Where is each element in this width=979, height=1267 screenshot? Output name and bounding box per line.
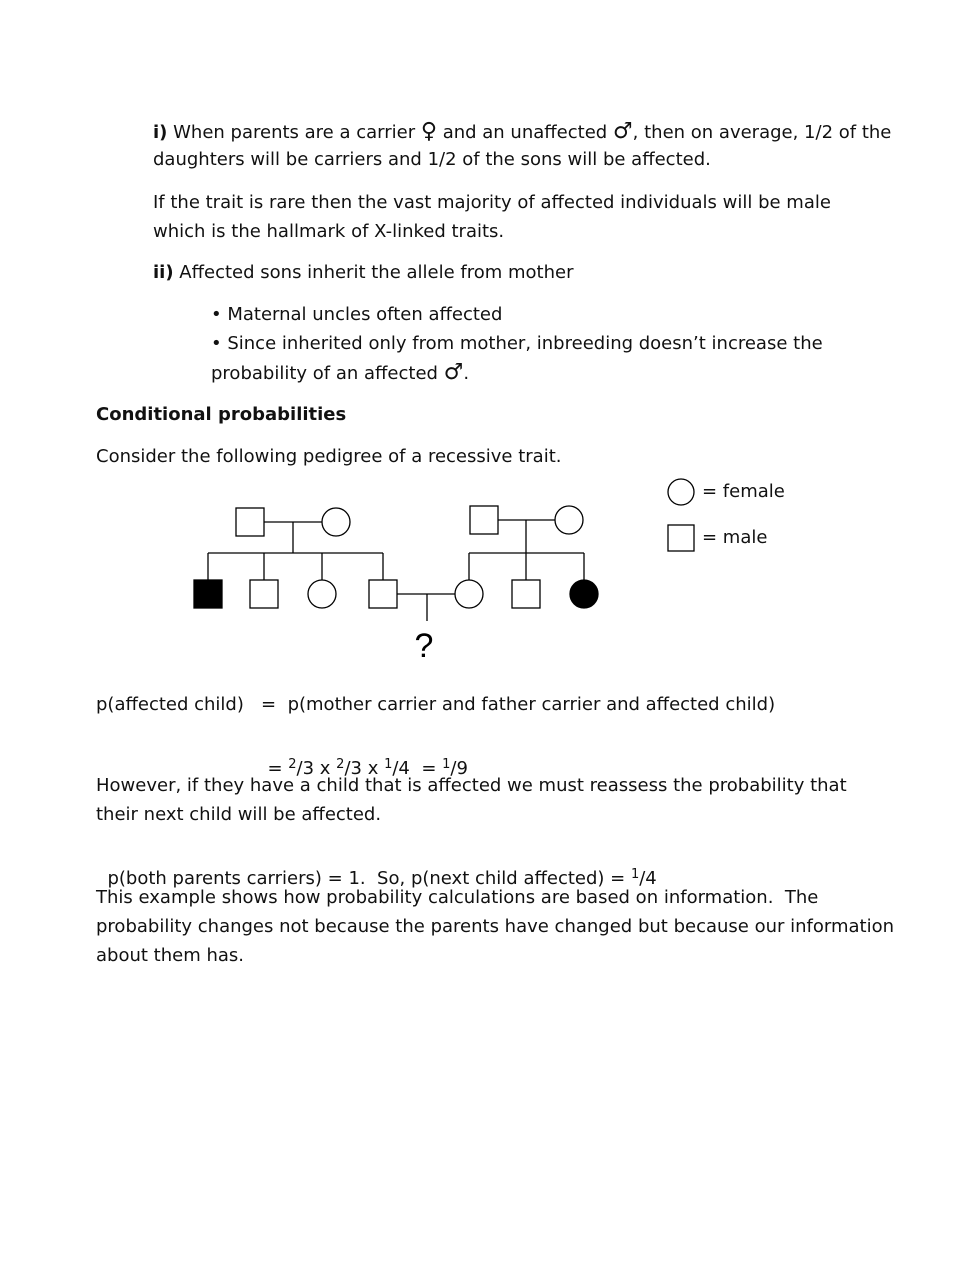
- grandfather-left-male: [236, 508, 264, 536]
- reassess-line2: their next child will be affected.: [96, 804, 382, 825]
- affected-son-left: [194, 580, 222, 608]
- father-male: [369, 580, 397, 608]
- section-ii-label: ii): [153, 262, 174, 283]
- section-heading: Conditional probabilities: [96, 404, 347, 425]
- grandfather-right-male: [470, 506, 498, 534]
- daughter-left: [308, 580, 336, 608]
- question-mark: ?: [414, 627, 434, 665]
- reassess-line1: However, if they have a child that is affected we must reassess the probability that: [96, 775, 847, 796]
- legend-female-label: = female: [702, 481, 785, 502]
- legend-male-label: = male: [702, 527, 768, 548]
- formula-line1: p(affected child) = p(mother carrier and father carrier and affected child): [96, 694, 776, 715]
- formula-line2: = $^2$/3 x $^2$/3 x $^1$/4 = $^1$/9: [267, 757, 468, 779]
- bullet-maternal-uncles: • Maternal uncles often affected: [211, 304, 503, 325]
- male-symbol: ♂: [612, 119, 633, 144]
- bullet-inbreeding-line1: • Since inherited only from mother, inbreeding doesn’t increase the: [211, 333, 823, 354]
- section-i-line2: daughters will be carriers and 1/2 of the sons will be affected.: [153, 149, 711, 170]
- rare-trait-line2: which is the hallmark of X-linked traits.: [153, 221, 505, 242]
- conclusion-line3: about them has.: [96, 945, 244, 966]
- grandmother-left-female: [322, 508, 350, 536]
- legend-male-square: [668, 525, 694, 551]
- conclusion-line1: This example shows how probability calculations are based on information. The: [96, 887, 819, 908]
- section-i-label: i): [153, 122, 168, 143]
- mother-female: [455, 580, 483, 608]
- bullet-inbreeding-line2: probability of an affected ♂.: [211, 360, 470, 385]
- son-left: [250, 580, 278, 608]
- rare-trait-line1: If the trait is rare then the vast majority of affected individuals will be male: [153, 192, 831, 213]
- female-symbol: ♀: [420, 119, 437, 144]
- intro-text: Consider the following pedigree of a recessive trait.: [96, 446, 562, 467]
- legend-female-circle: [668, 479, 694, 505]
- son-right: [512, 580, 540, 608]
- both-parents-line: p(both parents carriers) = 1. So, p(next child affected) = $^1$/4: [107, 867, 657, 889]
- section-ii-line: ii) Affected sons inherit the allele from mother: [153, 262, 574, 283]
- grandmother-right-female: [555, 506, 583, 534]
- conclusion-line2: probability changes not because the parents have changed but because our information: [96, 916, 895, 937]
- affected-daughter-right: [570, 580, 598, 608]
- section-i-line1: i) When parents are a carrier ♀ and an unaffected ♂, then on average, 1/2 of the: [153, 119, 892, 144]
- male-symbol: ♂: [443, 360, 464, 385]
